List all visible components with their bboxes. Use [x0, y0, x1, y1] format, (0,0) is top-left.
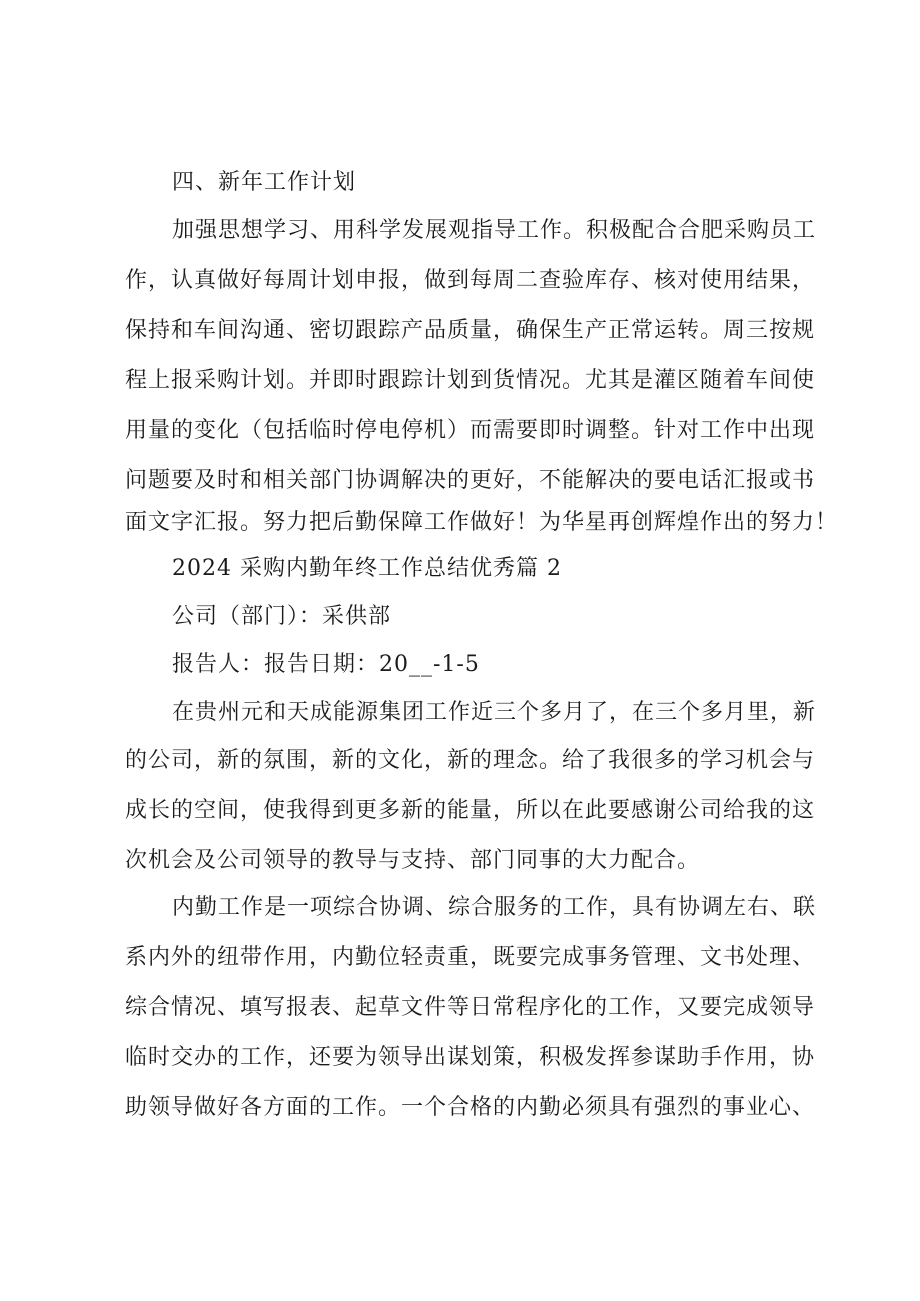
paragraph-line: 助领导做好各方面的工作。一个合格的内勤必须具有强烈的事业心、 [125, 1095, 816, 1120]
paragraph-line: 临时交办的工作，还要为领导出谋划策，积极发挥参谋助手作用，协 [125, 1045, 816, 1070]
paragraph-line: 加强思想学习、用科学发展观指导工作。积极配合合肥采购员工 [172, 218, 817, 243]
paragraph-line: 程上报采购计划。并即时跟踪计划到货情况。尤其是灌区随着车间使 [125, 368, 816, 393]
paragraph-line: 保持和车间沟通、密切跟踪产品质量，确保生产正常运转。周三按规 [125, 318, 816, 343]
paragraph-line: 的公司，新的氛围，新的文化，新的理念。给了我很多的学习机会与 [125, 748, 816, 773]
article-title: 2024 采购内勤年终工作总结优秀篇 2 [172, 556, 562, 581]
paragraph-line: 面文字汇报。努力把后勤保障工作做好！为华星再创辉煌作出的努力！ [125, 510, 839, 535]
paragraph-line: 综合情况、填写报表、起草文件等日常程序化的工作，又要完成领导 [125, 995, 816, 1020]
paragraph-line: 问题要及时和相关部门协调解决的更好，不能解决的要电话汇报或书 [125, 468, 816, 493]
paragraph-line: 成长的空间，使我得到更多新的能量，所以在此要感谢公司给我的这 [125, 798, 816, 823]
reporter-date: 报告人：报告日期：20__-1-5 [172, 652, 480, 677]
paragraph-line: 用量的变化（包括临时停电停机）而需要即时调整。针对工作中出现 [125, 418, 816, 443]
paragraph-line: 次机会及公司领导的教导与支持、部门同事的大力配合。 [125, 848, 701, 873]
company-department: 公司（部门）：采供部 [172, 604, 392, 629]
section-heading: 四、新年工作计划 [172, 170, 357, 195]
paragraph-line: 内勤工作是一项综合协调、综合服务的工作，具有协调左右、联 [172, 895, 817, 920]
paragraph-line: 在贵州元和天成能源集团工作近三个多月了，在三个多月里，新 [172, 700, 817, 725]
paragraph-line: 作，认真做好每周计划申报，做到每周二查验库存、核对使用结果， [125, 268, 816, 293]
paragraph-line: 系内外的纽带作用，内勤位轻责重，既要完成事务管理、文书处理、 [125, 945, 816, 970]
